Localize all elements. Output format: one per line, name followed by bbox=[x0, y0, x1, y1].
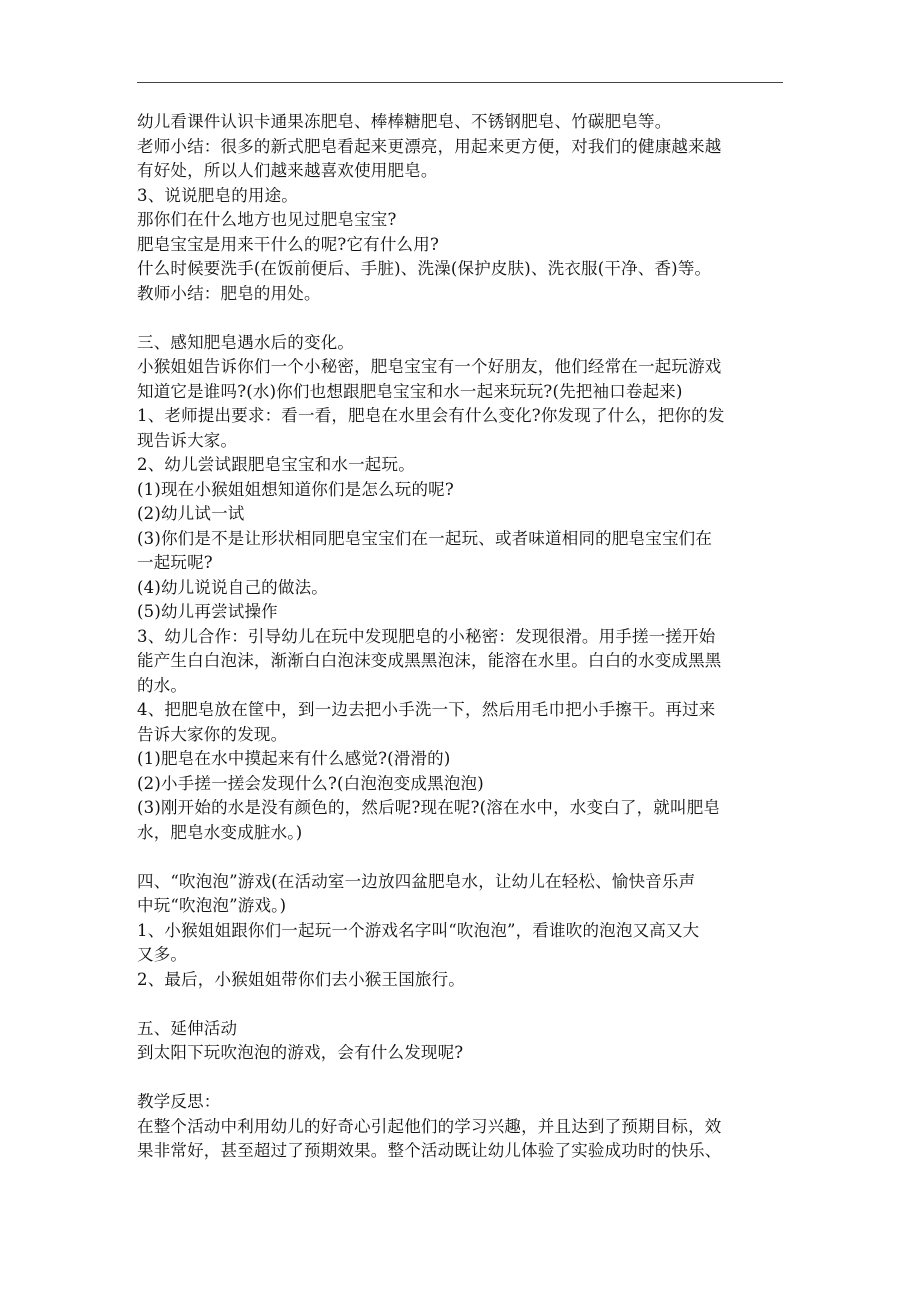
text-line: 幼儿看课件认识卡通果冻肥皂、棒棒糖肥皂、不锈钢肥皂、竹碳肥皂等。 bbox=[137, 112, 672, 131]
text-line: 那你们在什么地方也见过肥皂宝宝? bbox=[137, 210, 397, 229]
text-line: 四、“吹泡泡”游戏(在活动室一边放四盆肥皂水，让幼儿在轻松、愉快音乐声 bbox=[137, 871, 696, 891]
header-rule bbox=[137, 82, 783, 83]
text-line: 3、说说肥皂的用途。 bbox=[137, 185, 298, 205]
text-line: (3)刚开始的水是没有颜色的，然后呢?现在呢?(溶在水中，水变白了，就叫肥皂 bbox=[137, 798, 721, 817]
text-line: 告诉大家你的发现。 bbox=[137, 724, 288, 744]
text-line: (5)幼儿再尝试操作 bbox=[137, 602, 278, 621]
text-line: 肥皂宝宝是用来干什么的呢?它有什么用? bbox=[137, 234, 439, 254]
text-line: 有好处，所以人们越来越喜欢使用肥皂。 bbox=[137, 161, 438, 180]
text-line: (1)现在小猴姐姐想知道你们是怎么玩的呢? bbox=[137, 479, 454, 499]
blank-line bbox=[137, 845, 797, 870]
document-body bbox=[137, 110, 797, 1164]
text-line: 现告诉大家。 bbox=[137, 430, 238, 450]
blank-line bbox=[137, 992, 797, 1017]
text-line: 3、幼儿合作：引导幼儿在玩中发现肥皂的小秘密：发现很滑。用手搓一搓开始 bbox=[137, 626, 716, 646]
text-line: 教学反思： bbox=[137, 1092, 221, 1111]
text-line: 知道它是谁吗?(水)你们也想跟肥皂宝宝和水一起来玩玩?(先把袖口卷起来) bbox=[137, 381, 683, 401]
text-line: 在整个活动中利用幼儿的好奇心引起他们的学习兴趣，并且达到了预期目标，效 bbox=[137, 1116, 722, 1136]
text-line: 水，肥皂水变成脏水。) bbox=[137, 822, 303, 842]
text-line: 老师小结：很多的新式肥皂看起来更漂亮，用起来更方便，对我们的健康越来越 bbox=[137, 136, 722, 156]
blank-line bbox=[137, 306, 797, 331]
text-line: 什么时候要洗手(在饭前便后、手脏)、洗澡(保护皮肤)、洗衣服(干净、香)等。 bbox=[137, 259, 712, 278]
text-line: 1、老师提出要求：看一看，肥皂在水里会有什么变化?你发现了什么，把你的发 bbox=[137, 406, 725, 425]
text-line: 的水。 bbox=[137, 675, 188, 695]
text-line: (2)小手搓一搓会发现什么?(白泡泡变成黑泡泡) bbox=[137, 773, 484, 793]
text-line: 1、小猴姐姐跟你们一起玩一个游戏名字叫“吹泡泡”，看谁吹的泡泡又高又大 bbox=[137, 920, 700, 940]
text-line: (1)肥皂在水中摸起来有什么感觉?(滑滑的) bbox=[137, 749, 451, 768]
text-line: 中玩“吹泡泡”游戏。) bbox=[137, 896, 287, 915]
text-line: 2、幼儿尝试跟肥皂宝宝和水一起玩。 bbox=[137, 455, 415, 474]
blank-line bbox=[137, 1066, 797, 1091]
text-line: 一起玩呢? bbox=[137, 553, 213, 572]
text-line: (2)幼儿试一试 bbox=[137, 504, 245, 523]
text-line: 三、感知肥皂遇水后的变化。 bbox=[137, 332, 355, 352]
text-line: (4)幼儿说说自己的做法。 bbox=[137, 577, 328, 597]
text-line: 2、最后，小猴姐姐带你们去小猴王国旅行。 bbox=[137, 969, 465, 989]
text-line: 到太阳下玩吹泡泡的游戏，会有什么发现呢? bbox=[137, 1043, 464, 1062]
text-line: 4、把肥皂放在筐中，到一边去把小手洗一下，然后用毛巾把小手擦干。再过来 bbox=[137, 700, 716, 719]
text-line: (3)你们是不是让形状相同肥皂宝宝们在一起玩、或者味道相同的肥皂宝宝们在 bbox=[137, 528, 713, 548]
text-line: 小猴姐姐告诉你们一个小秘密，肥皂宝宝有一个好朋友，他们经常在一起玩游戏 bbox=[137, 357, 722, 376]
text-line: 能产生白白泡沫，渐渐白白泡沫变成黑黑泡沫，能溶在水里。白白的水变成黑黑 bbox=[137, 651, 722, 670]
text-line: 果非常好，甚至超过了预期效果。整个活动既让幼儿体验了实验成功时的快乐、 bbox=[137, 1141, 722, 1160]
text-line: 教师小结：肥皂的用处。 bbox=[137, 283, 321, 303]
text-line: 五、延伸活动 bbox=[137, 1018, 238, 1038]
text-line: 又多。 bbox=[137, 945, 188, 964]
